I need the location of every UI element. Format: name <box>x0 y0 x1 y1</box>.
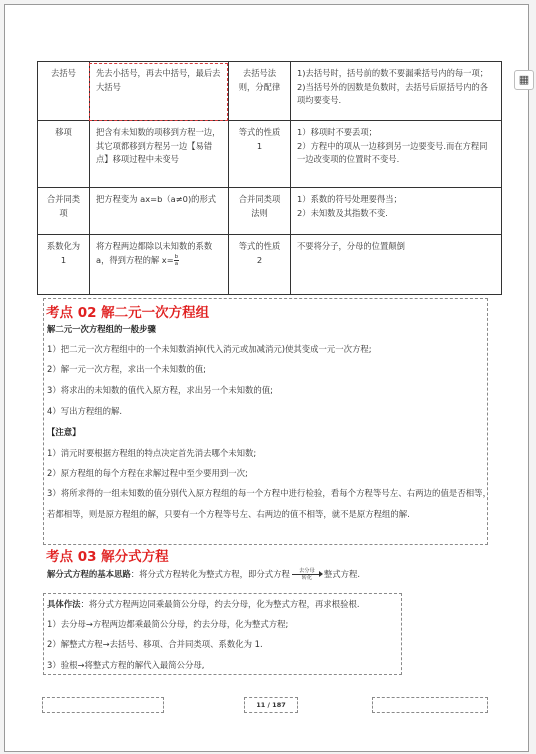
table-row <box>38 235 502 295</box>
table-cell: 合并同类项法则 <box>229 188 291 235</box>
cell-text: 将方程两边都除以未知数的系数 a，得到方程的解 x= <box>96 241 213 265</box>
fraction-b-over-a: $\frac{b}{a}$ <box>174 253 179 267</box>
basic-idea-text: ：将分式方程转化为整式方程，即分式方程 <box>130 569 290 579</box>
table-cell: 移项 <box>38 121 90 188</box>
page-number: 11 / 187 <box>244 697 298 713</box>
table-cell: 去括号法则，分配律 <box>229 62 291 121</box>
table-cell: 系数化为 1 <box>38 235 90 295</box>
note-item: 3）将所求得的一组未知数的值分别代入原方程组的每一个方程中进行检验，看每个方程等号左、右两边的值是否相等，若都相等，则是原方程组的解，只要有一个方程等号左、右两边的值不相等，就不是原方程组的解. <box>47 488 491 519</box>
table-cell: 把方程变为 ax=b（a≠0)的形式 <box>90 188 229 235</box>
step-item: 1）去分母→方程两边都乘最简公分母，约去分母，化为整式方程; <box>47 619 289 629</box>
table-row <box>38 188 502 235</box>
step-item: 3）将求出的未知数的值代入原方程，求出另一个未知数的值; <box>47 385 273 395</box>
method-label: 具体作法 <box>47 599 81 609</box>
step-item: 2）解一元一次方程，求出一个未知数的值; <box>47 364 206 374</box>
convert-arrow: 去分母 转化 <box>292 568 322 581</box>
basic-idea-tail: 整式方程. <box>323 569 361 579</box>
basic-idea-line <box>47 568 360 581</box>
step-item: 2）解整式方程→去括号、移项、合并同类项、系数化为 1. <box>47 639 263 649</box>
section2-subtitle: 解二元一次方程组的一般步骤 <box>47 324 156 334</box>
table-cell: 等式的性质 1 <box>229 121 291 188</box>
step-item: 4）写出方程组的解. <box>47 406 122 416</box>
table-row <box>38 121 502 188</box>
table-cell: 等式的性质 2 <box>229 235 291 295</box>
table-cell: 1）移项时不要丢项； 2）方程中的项从一边移到另一边要变号.而在方程同一边改变项的位置时不变号. <box>291 121 502 188</box>
footer-right-box <box>372 697 488 713</box>
table-cell: 先去小括号，再去中括号，最后去大括号 <box>90 62 229 121</box>
section2-title: 考点 02 解二元一次方程组 <box>46 305 210 321</box>
footer-left-box <box>42 697 164 713</box>
note-title: 【注意】 <box>47 427 81 437</box>
table-cell: 1)去括号时，括号前的数不要漏乘括号内的每一项； 2)当括号外的因数是负数时，去括号后原括号内的各项均要变号. <box>291 62 502 121</box>
solution-steps-table <box>37 61 502 295</box>
step-item: 3）验根→将整式方程的解代入最简公分母, <box>47 660 205 670</box>
section3-title: 考点 03 解分式方程 <box>46 549 169 565</box>
table-cell: 1）系数的符号处理要得当； 2）未知数及其指数不变. <box>291 188 502 235</box>
method-text: ：将分式方程两边同乘最简公分母，约去分母，化为整式方程，再求根验根. <box>80 599 360 609</box>
note-item: 2）原方程组的每个方程在求解过程中至少要用到一次; <box>47 468 248 478</box>
table-cell <box>90 235 229 295</box>
table-row <box>38 62 502 121</box>
table-cell: 合并同类项 <box>38 188 90 235</box>
method-line <box>47 598 360 610</box>
table-cell: 去括号 <box>38 62 90 121</box>
table-cell: 把含有未知数的项移到方程一边，其它项都移到方程另一边【易错点】移项过程中未变号 <box>90 121 229 188</box>
step-item: 1）把二元一次方程组中的一个未知数消掉(代入消元或加减消元)使其变成一元一次方程; <box>47 344 372 354</box>
basic-idea-label: 解分式方程的基本思路 <box>47 569 131 579</box>
sidebar-grid-icon[interactable]: ▦ <box>514 70 534 90</box>
note-item: 1）消元时要根据方程组的特点决定首先消去哪个未知数; <box>47 448 257 458</box>
table-cell: 不要将分子，分母的位置颠倒 <box>291 235 502 295</box>
